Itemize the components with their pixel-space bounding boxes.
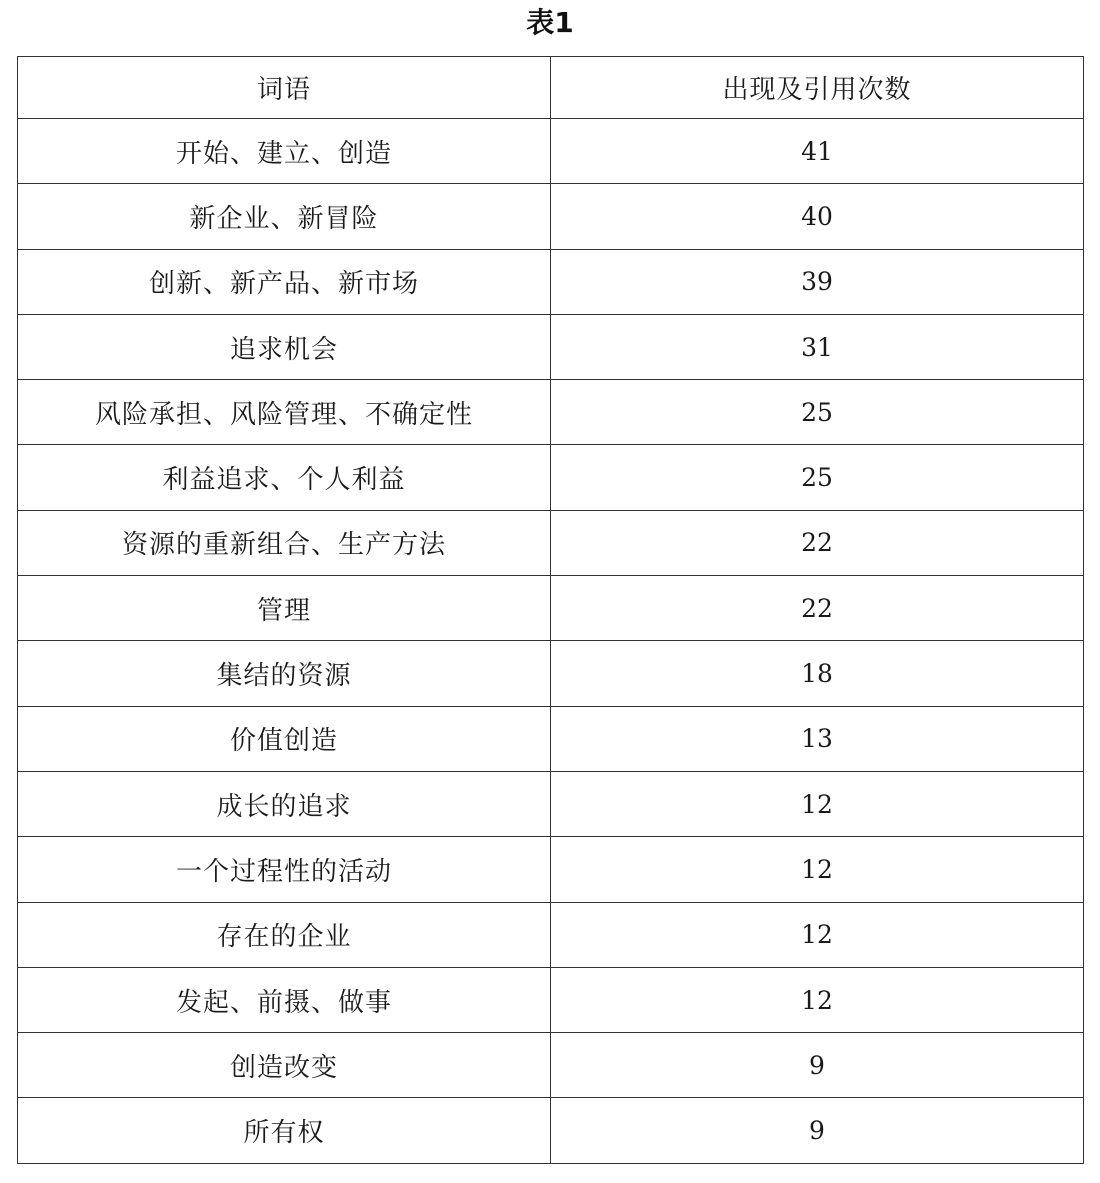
count-cell: 31 [551, 314, 1084, 379]
term-cell: 价值创造 [18, 706, 551, 771]
count-cell: 41 [551, 119, 1084, 184]
count-cell: 12 [551, 771, 1084, 836]
term-cell: 利益追求、个人利益 [18, 445, 551, 510]
table-row [18, 510, 1084, 575]
table-row [18, 445, 1084, 510]
term-cell: 发起、前摄、做事 [18, 967, 551, 1032]
count-cell: 25 [551, 380, 1084, 445]
table-row [18, 641, 1084, 706]
count-cell: 9 [551, 1098, 1084, 1163]
count-cell: 12 [551, 837, 1084, 902]
table-row [18, 314, 1084, 379]
header-term: 词语 [18, 57, 551, 119]
term-cell: 资源的重新组合、生产方法 [18, 510, 551, 575]
count-cell: 18 [551, 641, 1084, 706]
term-cell: 管理 [18, 576, 551, 641]
table-row [18, 902, 1084, 967]
table-row [18, 706, 1084, 771]
count-cell: 25 [551, 445, 1084, 510]
term-cell: 开始、建立、创造 [18, 119, 551, 184]
table-row [18, 771, 1084, 836]
term-cell: 成长的追求 [18, 771, 551, 836]
table-row [18, 837, 1084, 902]
table-row [18, 119, 1084, 184]
table-title: 表1 [526, 6, 574, 39]
count-cell: 22 [551, 510, 1084, 575]
term-cell: 所有权 [18, 1098, 551, 1163]
header-count: 出现及引用次数 [551, 57, 1084, 119]
term-cell: 集结的资源 [18, 641, 551, 706]
table-row [18, 1098, 1084, 1163]
table-row [18, 576, 1084, 641]
term-cell: 一个过程性的活动 [18, 837, 551, 902]
count-cell: 39 [551, 249, 1084, 314]
term-cell: 创造改变 [18, 1033, 551, 1098]
term-cell: 创新、新产品、新市场 [18, 249, 551, 314]
term-cell: 风险承担、风险管理、不确定性 [18, 380, 551, 445]
count-cell: 12 [551, 967, 1084, 1032]
table-row [18, 967, 1084, 1032]
term-cell: 新企业、新冒险 [18, 184, 551, 249]
table-row [18, 184, 1084, 249]
data-table [17, 56, 1084, 1164]
count-cell: 9 [551, 1033, 1084, 1098]
count-cell: 12 [551, 902, 1084, 967]
count-cell: 40 [551, 184, 1084, 249]
header-row [18, 57, 1084, 119]
count-cell: 13 [551, 706, 1084, 771]
term-cell: 存在的企业 [18, 902, 551, 967]
table-row [18, 249, 1084, 314]
count-cell: 22 [551, 576, 1084, 641]
table-row [18, 1033, 1084, 1098]
term-cell: 追求机会 [18, 314, 551, 379]
table-row [18, 380, 1084, 445]
